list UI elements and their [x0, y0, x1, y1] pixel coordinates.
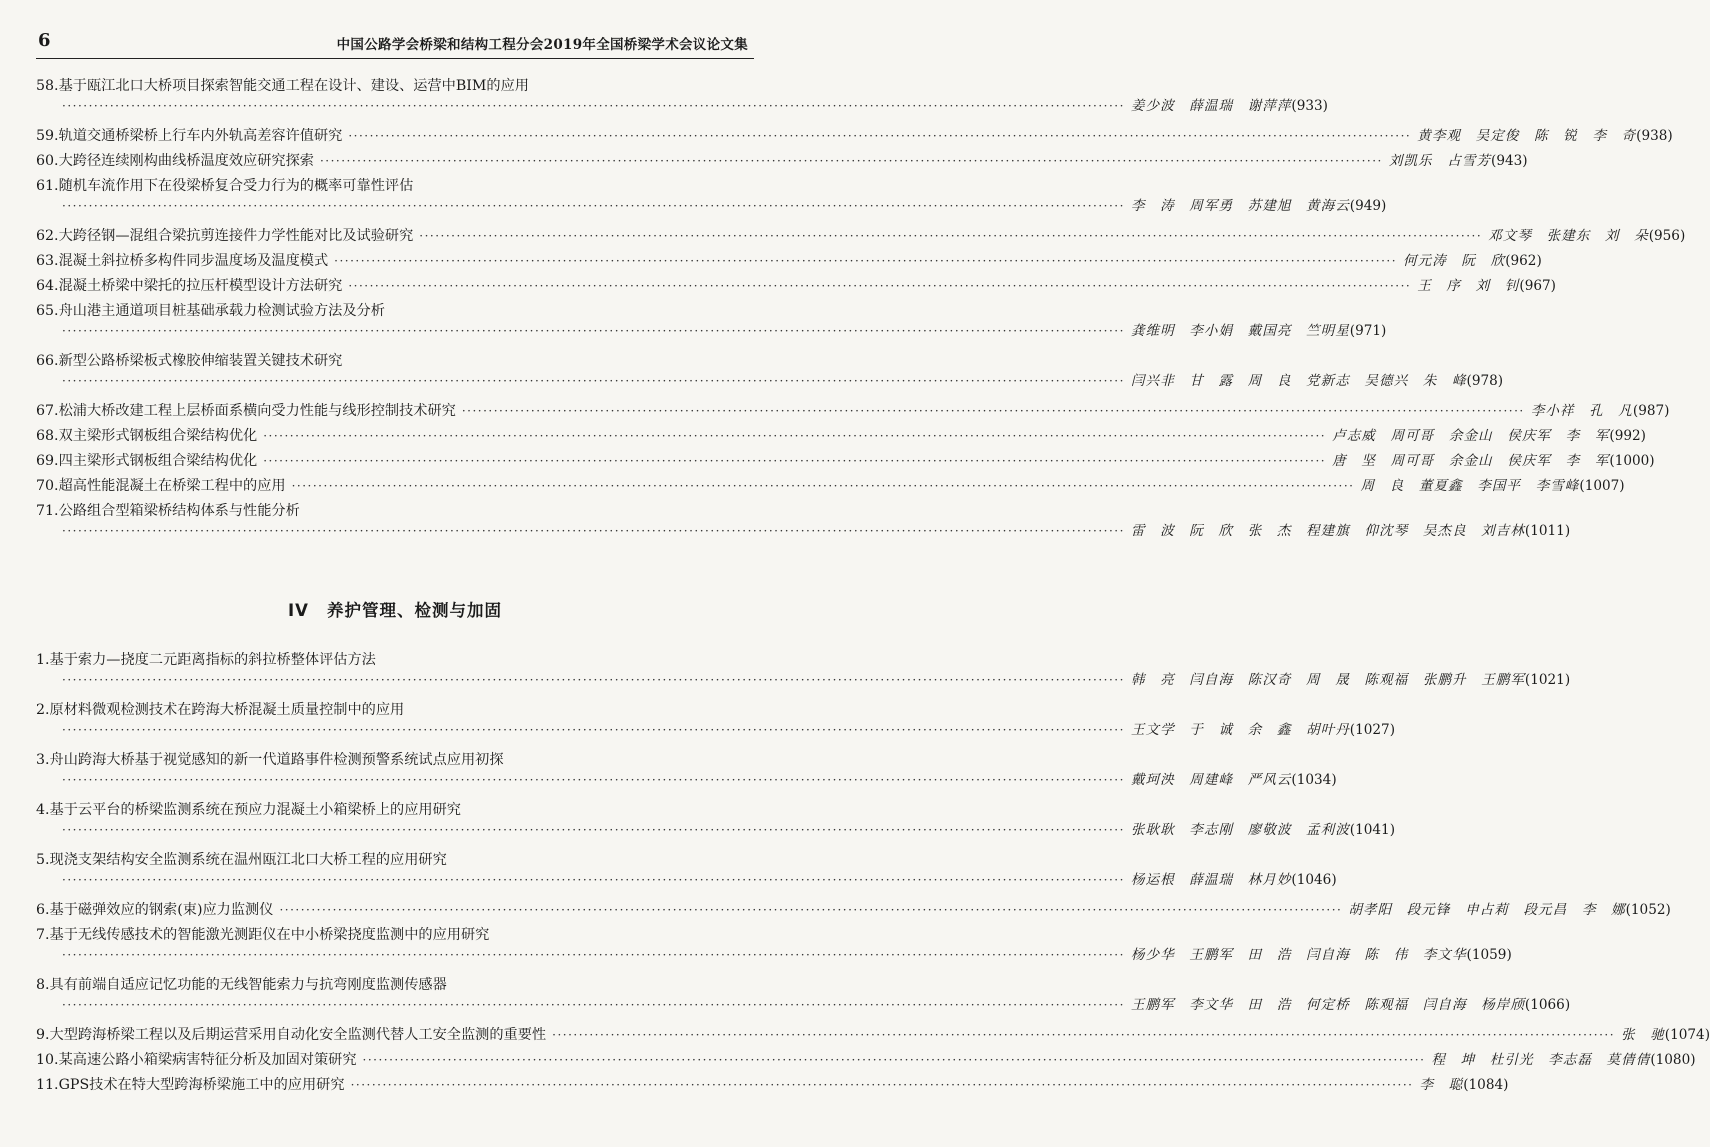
leader-dots: ········································································································································································································ [62, 374, 1125, 388]
entry-title-text: 轨道交通桥梁桥上行车内外轨高差容许值研究 [58, 128, 343, 144]
entry-page: (956) [1648, 228, 1686, 244]
entry-page: (1034) [1291, 772, 1337, 788]
toc-entry[interactable] [36, 1025, 1710, 1045]
leader-dots: ········································································································································································································ [263, 429, 1327, 443]
entry-authors: 闫兴非 甘 露 周 良 党新志 吴德兴 朱 峰 [1130, 373, 1467, 389]
entry-page: (1000) [1609, 453, 1655, 469]
entry-authors: 刘凯乐 占雪芳 [1388, 153, 1492, 169]
entry-page: (938) [1636, 128, 1673, 144]
leader-dots: ········································································································································································································ [62, 524, 1125, 538]
entry-title [36, 650, 376, 670]
entry-authors: 张 驰 [1621, 1027, 1665, 1043]
entry-authors: 程 坤 杜引光 李志磊 莫倩倩 [1431, 1052, 1651, 1068]
entry-number: 2. [36, 702, 50, 718]
section-numeral: IV [288, 601, 309, 620]
entry-number: 63. [36, 253, 59, 269]
entry-title [36, 451, 257, 471]
leader-dots: ········································································································································································································ [62, 673, 1125, 687]
entry-authors: 王鹏军 李文华 田 浩 何定桥 陈观福 闫自海 杨岸颀 [1130, 997, 1525, 1013]
entry-title-text: 基于无线传感技术的智能激光测距仪在中小桥梁挠度监测中的应用研究 [49, 927, 490, 943]
toc-entry[interactable] [36, 76, 1328, 116]
toc-entry[interactable] [36, 800, 1395, 840]
entry-authors: 王文学 于 诚 余 鑫 胡叶丹 [1130, 722, 1350, 738]
entry-authors: 卢志威 周可哥 余金山 侯庆军 李 军 [1332, 428, 1610, 444]
entry-title-text: 具有前端自适应记忆功能的无线智能索力与抗弯刚度监测传感器 [49, 977, 447, 993]
entry-page: (1059) [1466, 947, 1512, 963]
entry-authors: 李小祥 孔 凡 [1530, 403, 1633, 419]
toc-entry[interactable] [36, 850, 1337, 890]
toc-entry[interactable] [36, 1050, 1696, 1070]
entry-number: 61. [36, 178, 59, 194]
toc-entry[interactable] [36, 251, 1542, 271]
entry-page: (1066) [1524, 997, 1571, 1013]
entry-title-text: 现浇支架结构安全监测系统在温州瓯江北口大桥工程的应用研究 [49, 852, 447, 868]
entry-title [36, 850, 447, 870]
entry-page: (1052) [1625, 902, 1671, 918]
toc-entry[interactable] [36, 151, 1528, 171]
entry-authors: 王 序 刘 钊 [1417, 278, 1520, 294]
entry-number: 66. [36, 353, 59, 369]
toc-entry[interactable] [36, 700, 1395, 740]
entry-title [36, 76, 529, 96]
entry-title [36, 226, 413, 246]
entry-title-text: 基于云平台的桥梁监测系统在预应力混凝土小箱梁桥上的应用研究 [49, 802, 461, 818]
leader-dots: ········································································································································································································ [348, 279, 1412, 293]
entry-number: 64. [36, 278, 59, 294]
entry-number: 70. [36, 478, 59, 494]
entry-number: 8. [36, 977, 50, 993]
entry-page: (992) [1609, 428, 1646, 444]
entry-authors: 杨少华 王鹏军 田 浩 闫自海 陈 伟 李文华 [1130, 947, 1467, 963]
leader-dots: ········································································································································································································ [461, 404, 1525, 418]
entry-page: (1046) [1291, 872, 1337, 888]
entry-title-text: 松浦大桥改建工程上层桥面系横向受力性能与线形控制技术研究 [58, 403, 456, 419]
toc-entry[interactable] [36, 426, 1646, 446]
leader-dots: ········································································································································································································ [334, 254, 1398, 268]
toc-entry[interactable] [36, 476, 1625, 496]
entry-authors: 张耿耿 李志刚 廖敬波 孟利波 [1130, 822, 1350, 838]
entry-title [36, 1025, 546, 1045]
entry-authors: 唐 坚 周可哥 余金山 侯庆军 李 军 [1332, 453, 1610, 469]
leader-dots: ········································································································································································································ [279, 903, 1343, 917]
entry-title-text: 基于索力—挠度二元距离指标的斜拉桥整体评估方法 [49, 652, 376, 668]
entry-page: (1074) [1664, 1027, 1710, 1043]
entry-title-text: 超高性能混凝土在桥梁工程中的应用 [58, 478, 286, 494]
entry-page: (1041) [1349, 822, 1395, 838]
entry-title [36, 800, 461, 820]
entry-page: (962) [1505, 253, 1542, 269]
entry-title-text: 四主梁形式钢板组合梁结构优化 [58, 453, 258, 469]
entry-authors: 周 良 董夏鑫 李国平 李雪峰 [1360, 478, 1580, 494]
toc-entry[interactable] [36, 900, 1671, 920]
section-heading [0, 597, 790, 621]
toc-entry[interactable] [36, 750, 1337, 790]
entry-page: (987) [1632, 403, 1670, 419]
entry-page: (1027) [1349, 722, 1395, 738]
entry-number: 1. [36, 652, 50, 668]
entry-page: (1007) [1579, 478, 1625, 494]
entry-page: (1011) [1524, 523, 1571, 539]
entry-title-text: 某高速公路小箱梁病害特征分析及加固对策研究 [58, 1052, 357, 1068]
entry-title [36, 750, 504, 770]
entry-title-text: 大跨径连续刚构曲线桥温度效应研究探索 [58, 153, 314, 169]
entry-authors: 何元涛 阮 欣 [1403, 253, 1506, 269]
entry-number: 11. [36, 1077, 59, 1093]
entry-page: (1084) [1463, 1077, 1509, 1093]
entry-number: 7. [36, 927, 50, 943]
entry-number: 58. [36, 78, 59, 94]
leader-dots: ········································································································································································································ [62, 199, 1125, 213]
entry-title [36, 426, 257, 446]
leader-dots: ········································································································································································································ [263, 454, 1327, 468]
entry-number: 67. [36, 403, 59, 419]
toc-entry[interactable] [36, 650, 1571, 690]
entry-number: 60. [36, 153, 59, 169]
toc-entry[interactable] [36, 401, 1670, 421]
toc-entry[interactable] [36, 451, 1655, 471]
entry-title-text: 混凝土斜拉桥多构件同步温度场及温度模式 [58, 253, 329, 269]
entry-authors: 龚维明 李小娟 戴国亮 竺明星 [1130, 323, 1350, 339]
leader-dots: ········································································································································································································ [62, 998, 1125, 1012]
entry-number: 69. [36, 453, 59, 469]
running-title: 中国公路学会桥梁和结构工程分会2019年全国桥梁学术会议论文集 [336, 37, 748, 53]
entry-authors: 胡孝阳 段元锋 申占莉 段元昌 李 娜 [1348, 902, 1626, 918]
entry-number: 10. [36, 1052, 59, 1068]
entry-title [36, 301, 385, 321]
entry-number: 6. [36, 902, 50, 918]
entry-authors: 邓文琴 张建东 刘 朵 [1488, 228, 1649, 244]
section-title: 养护管理、检测与加固 [326, 601, 502, 620]
entry-authors: 雷 波 阮 欣 张 杰 程建旗 仰沈琴 吴杰良 刘吉林 [1130, 523, 1525, 539]
entry-title-text: 新型公路桥梁板式橡胶伸缩装置关键技术研究 [58, 353, 343, 369]
entry-title [36, 251, 328, 271]
entry-title-text: 基于瓯江北口大桥项目探索智能交通工程在设计、建设、运营中BIM的应用 [58, 78, 529, 94]
leader-dots: ········································································································································································································ [62, 723, 1125, 737]
toc-entry[interactable] [36, 301, 1387, 341]
entry-page: (967) [1519, 278, 1556, 294]
leader-dots: ········································································································································································································ [419, 229, 1483, 243]
leader-dots: ········································································································································································································ [62, 823, 1125, 837]
entry-number: 5. [36, 852, 50, 868]
entry-title-text: 公路组合型箱梁桥结构体系与性能分析 [58, 503, 300, 519]
entry-page: (1021) [1524, 672, 1571, 688]
leader-dots: ········································································································································································································ [62, 773, 1125, 787]
entry-number: 4. [36, 802, 50, 818]
entry-title [36, 900, 273, 920]
leader-dots: ········································································································································································································ [62, 324, 1125, 338]
entry-page: (978) [1466, 373, 1504, 389]
entry-authors: 杨运根 薛温瑞 林月妙 [1130, 872, 1292, 888]
entry-number: 71. [36, 503, 59, 519]
entry-page: (971) [1349, 323, 1387, 339]
leader-dots: ········································································································································································································ [62, 99, 1125, 113]
running-header [36, 28, 754, 59]
toc-entry[interactable] [36, 925, 1512, 965]
entry-title [36, 1075, 345, 1095]
entry-title [36, 700, 404, 720]
entry-title-text: 舟山跨海大桥基于视觉感知的新一代道路事件检测预警系统试点应用初探 [49, 752, 504, 768]
toc-entry[interactable] [36, 226, 1686, 246]
entry-page: (1080) [1650, 1052, 1696, 1068]
entry-authors: 李 涛 周军勇 苏建旭 黄海云 [1130, 198, 1350, 214]
entry-authors: 韩 亮 闫自海 陈汉奇 周 晟 陈观福 张鹏升 王鹏军 [1130, 672, 1525, 688]
toc-entry[interactable] [36, 1075, 1509, 1095]
entry-title-text: 混凝土桥梁中梁托的拉压杆模型设计方法研究 [58, 278, 343, 294]
entry-number: 65. [36, 303, 59, 319]
toc-entry[interactable] [36, 176, 1387, 216]
entry-title [36, 476, 286, 496]
toc-entry[interactable] [36, 126, 1673, 146]
leader-dots: ········································································································································································································ [348, 129, 1412, 143]
entry-number: 59. [36, 128, 59, 144]
leader-dots: ········································································································································································································ [319, 154, 1383, 168]
entry-title-text: 大型跨海桥梁工程以及后期运营采用自动化安全监测代替人工安全监测的重要性 [49, 1027, 547, 1043]
entry-title-text: 基于磁弹效应的钢索(束)应力监测仪 [49, 902, 274, 918]
leader-dots: ········································································································································································································ [62, 948, 1125, 962]
entry-authors: 戴珂泱 周建峰 严风云 [1130, 772, 1292, 788]
entry-title-text: 舟山港主通道项目桩基础承载力检测试验方法及分析 [58, 303, 385, 319]
entry-title [36, 276, 342, 296]
entry-title [36, 925, 489, 945]
entry-title-text: GPS技术在特大型跨海桥梁施工中的应用研究 [58, 1077, 345, 1093]
entry-title [36, 176, 413, 196]
toc-entry[interactable] [36, 351, 1504, 391]
entry-authors: 姜少波 薛温瑞 谢萍萍 [1130, 98, 1292, 114]
leader-dots: ········································································································································································································ [552, 1028, 1616, 1042]
entry-title-text: 原材料微观检测技术在跨海大桥混凝土质量控制中的应用 [49, 702, 405, 718]
entry-number: 68. [36, 428, 59, 444]
entry-page: (949) [1349, 198, 1387, 214]
entry-title [36, 501, 300, 521]
entry-page: (933) [1291, 98, 1328, 114]
entry-number: 3. [36, 752, 50, 768]
toc-entry[interactable] [36, 975, 1571, 1015]
entry-number: 9. [36, 1027, 50, 1043]
entry-authors: 黄李观 吴定俊 陈 锐 李 奇 [1417, 128, 1637, 144]
leader-dots: ········································································································································································································ [350, 1078, 1414, 1092]
entry-title [36, 1050, 357, 1070]
entry-title [36, 351, 342, 371]
entry-title-text: 随机车流作用下在役梁桥复合受力行为的概率可靠性评估 [58, 178, 414, 194]
leader-dots: ········································································································································································································ [291, 479, 1355, 493]
entry-title [36, 975, 447, 995]
leader-dots: ········································································································································································································ [62, 873, 1125, 887]
toc-entry[interactable] [36, 501, 1571, 541]
page-number: 6 [38, 30, 51, 51]
entry-title [36, 401, 456, 421]
toc-entry[interactable] [36, 276, 1556, 296]
entry-page: (943) [1491, 153, 1528, 169]
entry-title-text: 大跨径钢—混组合梁抗剪连接件力学性能对比及试验研究 [58, 228, 414, 244]
leader-dots: ········································································································································································································ [362, 1053, 1426, 1067]
entry-title-text: 双主梁形式钢板组合梁结构优化 [58, 428, 258, 444]
entry-title [36, 151, 314, 171]
entry-title [36, 126, 342, 146]
entry-number: 62. [36, 228, 59, 244]
entry-authors: 李 聪 [1419, 1077, 1464, 1093]
